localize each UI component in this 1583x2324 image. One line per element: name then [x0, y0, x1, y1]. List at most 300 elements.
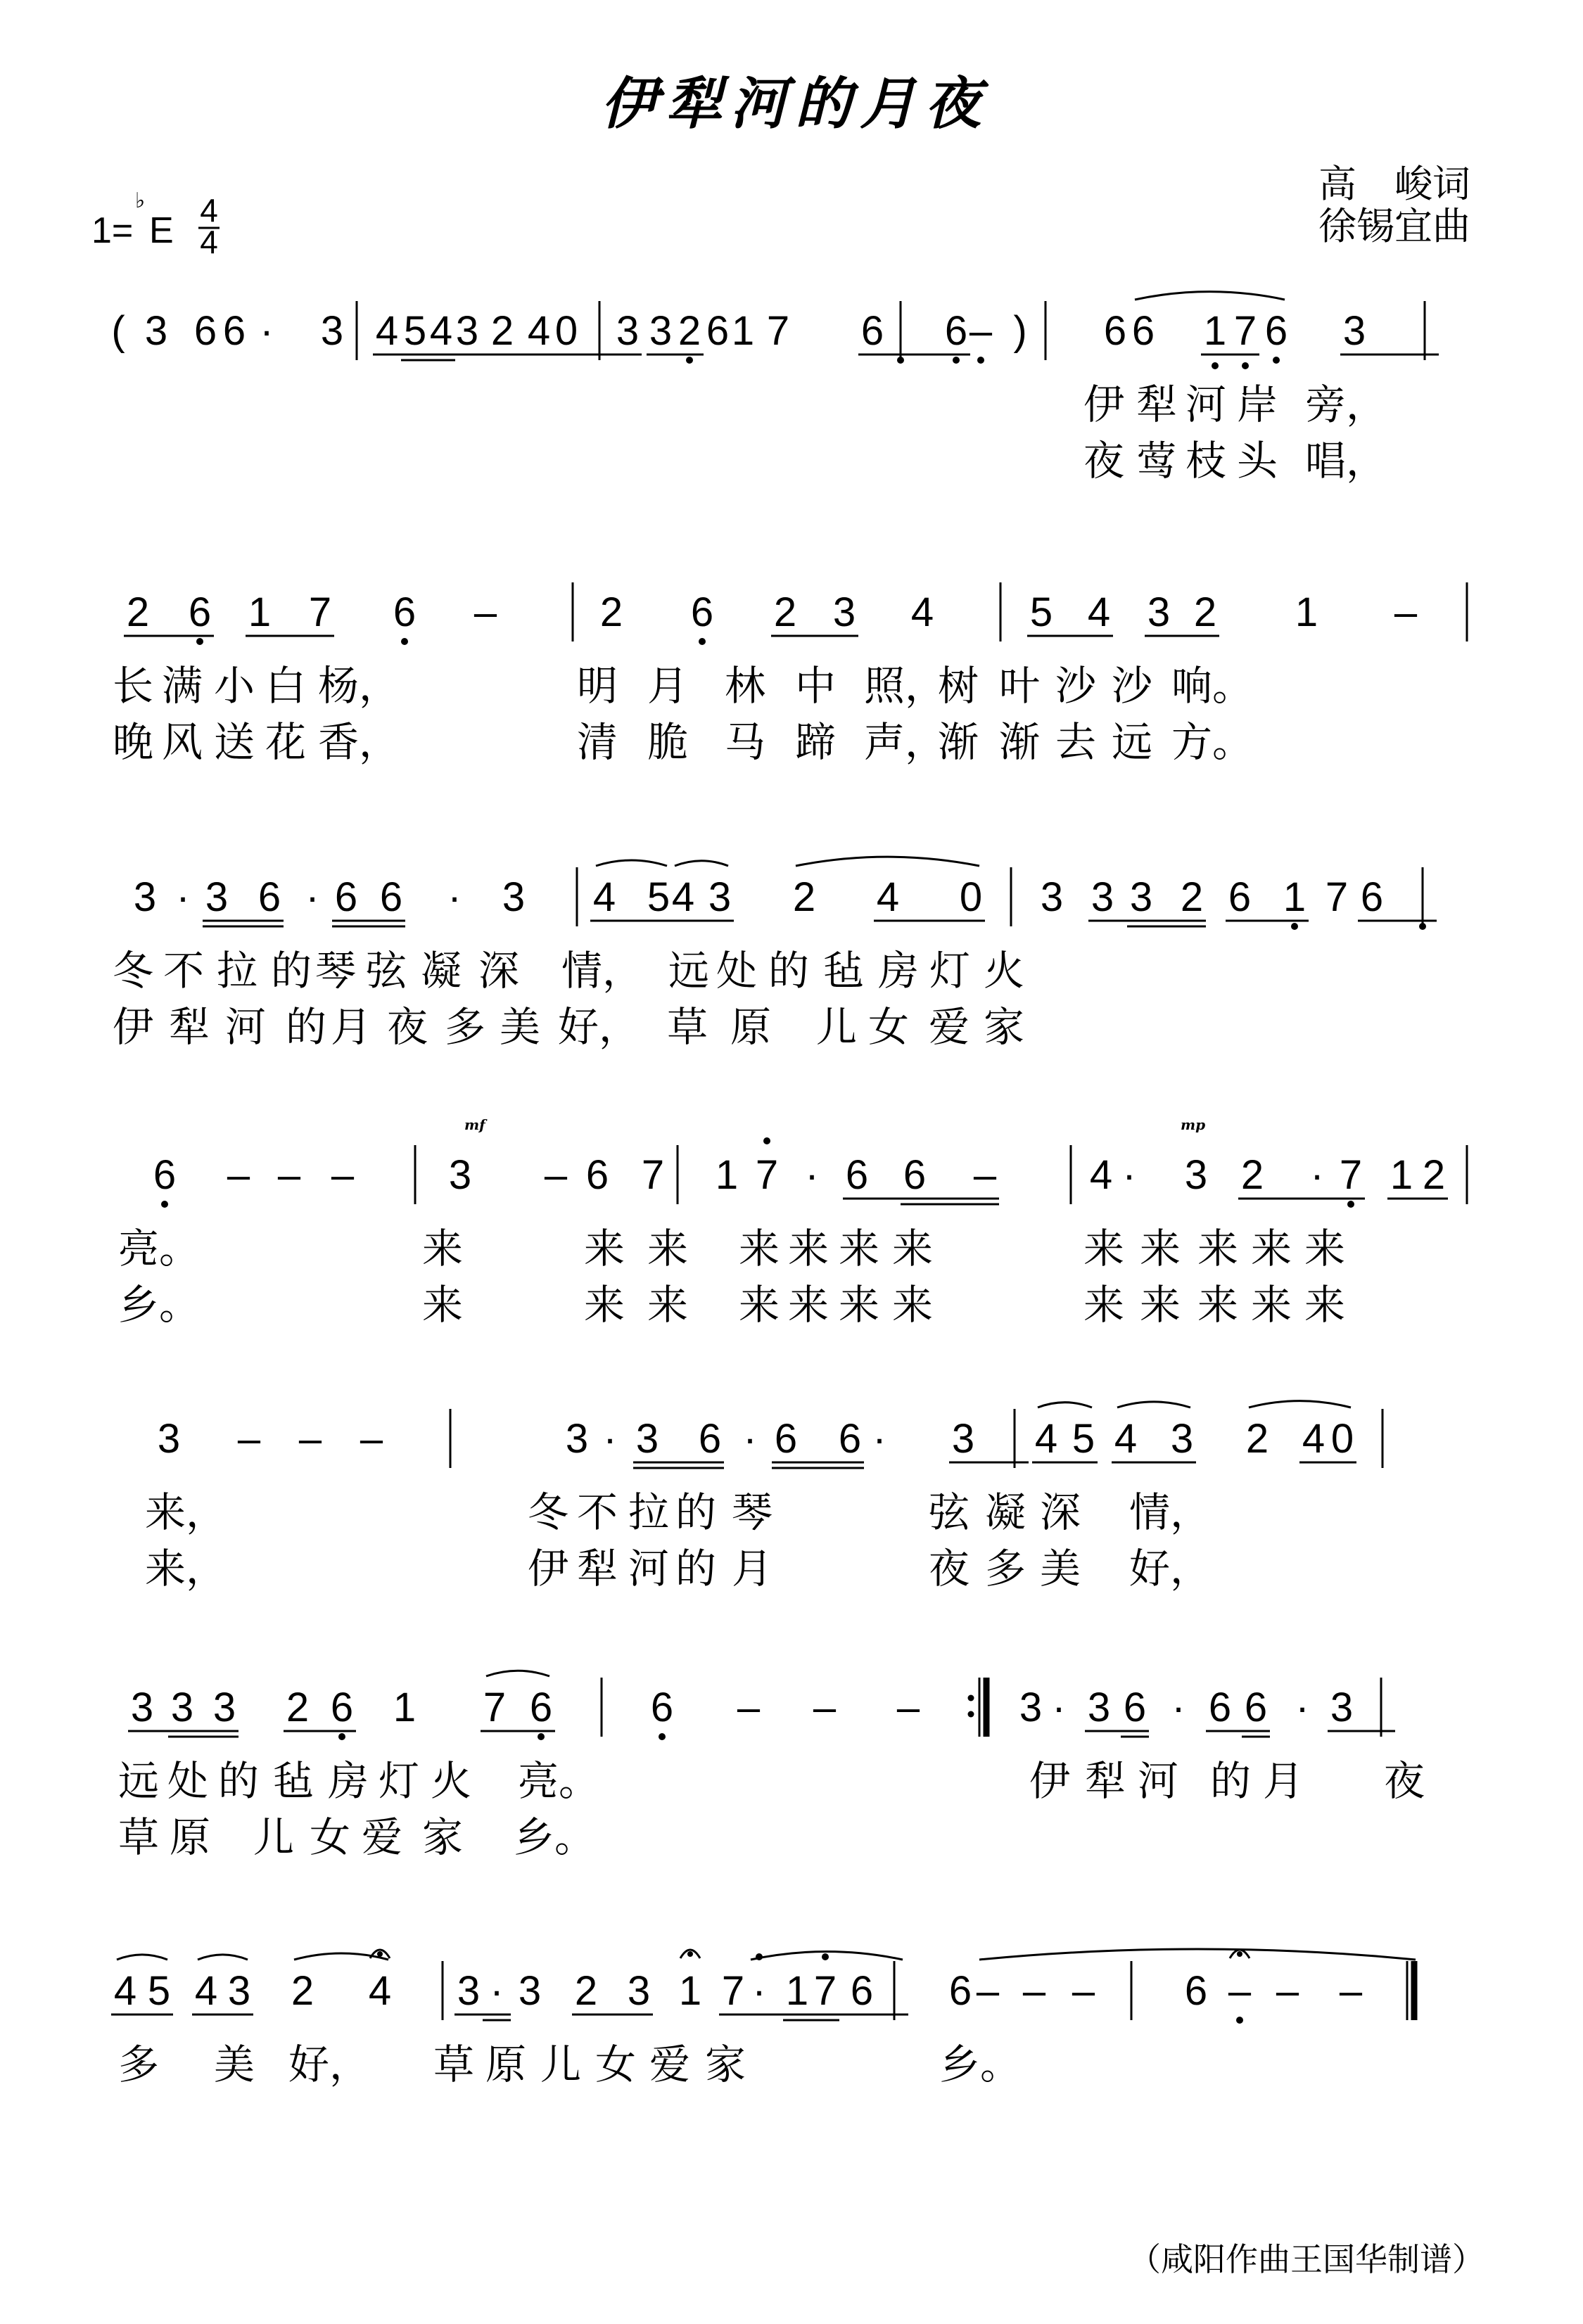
octave-dot-7: [1273, 357, 1280, 364]
lyric-syllable: 来: [422, 1281, 464, 1329]
dash-16: –: [973, 1152, 997, 1198]
note-17: 7: [813, 1968, 837, 2014]
lyric-syllable: 月: [1263, 1757, 1304, 1805]
note-33: 3: [1342, 308, 1366, 354]
lyric-syllable: 的: [675, 1545, 717, 1592]
key-signature: [91, 189, 174, 251]
lyric-syllable: 好，: [558, 1003, 640, 1051]
dynamic-mf: mf: [464, 1116, 485, 1133]
note-8: 2: [599, 589, 623, 635]
lyric-syllable: 灯: [929, 947, 971, 995]
lyric-syllable: 爱: [362, 1813, 403, 1861]
note-19: 3: [1040, 874, 1064, 920]
lyric-syllable: 原: [485, 2041, 527, 2088]
lyric-syllable: 来: [839, 1225, 880, 1272]
note-9: 5: [403, 308, 427, 354]
aug-dot-9: ·: [490, 1968, 504, 2014]
aug-dot-13: ·: [805, 1152, 819, 1198]
note-10: 4: [429, 308, 453, 354]
lyric-syllable: 儿: [253, 1813, 295, 1861]
aug-dot-5: ·: [305, 874, 319, 920]
note-6: 3: [448, 1152, 472, 1198]
note-12: 6: [838, 1416, 862, 1462]
lyric-syllable: 的: [768, 947, 810, 995]
note-6: 6: [334, 874, 358, 920]
note-24: 6: [944, 308, 968, 354]
lyric-syllable: 来: [584, 1225, 625, 1272]
lyric-syllable: 渐: [938, 718, 979, 766]
lyric-verse-1: [145, 1488, 1211, 1536]
note-5: 6: [393, 589, 417, 635]
system-4: [118, 1116, 1467, 1329]
note-9: 7: [641, 1152, 665, 1198]
octave-dot-2: [763, 1137, 770, 1144]
note-28: 6: [1103, 308, 1127, 354]
lyric-syllable: 火: [431, 1757, 472, 1805]
note-13: 4: [671, 874, 695, 920]
note-25: 6: [1184, 1968, 1208, 2014]
lyric-syllable: 来: [1083, 1281, 1125, 1329]
note-8: 3: [635, 1416, 659, 1462]
lyric-syllable: 夜: [1384, 1757, 1425, 1805]
slur-2: [1117, 1402, 1190, 1407]
note-18: 6: [1123, 1685, 1147, 1730]
lyric-syllable: 伊: [113, 1003, 154, 1051]
lyric-syllable: 犁: [1085, 1757, 1126, 1805]
note-10: 6: [650, 1685, 674, 1730]
octave-dot-3: [953, 357, 960, 364]
dash-2: –: [227, 1152, 250, 1198]
note-8: 3: [457, 1968, 481, 2014]
lyric-syllable: 河: [628, 1545, 670, 1592]
lyric-syllable: 风: [162, 718, 203, 766]
lyric-syllable: 冬: [113, 947, 154, 995]
system-5: [145, 1401, 1382, 1592]
note-21: 7: [766, 308, 790, 354]
note-14: 7: [721, 1968, 745, 2014]
octave-dot-2: [538, 1733, 545, 1740]
dash-11: –: [737, 1685, 761, 1730]
lyric-syllable: 头: [1237, 437, 1278, 485]
lyric-syllable: 马: [725, 718, 766, 766]
note-8: 6: [529, 1685, 553, 1730]
composer-credit: 徐锡宜曲: [1318, 204, 1470, 248]
lyric-syllable: 多: [445, 1003, 486, 1051]
lyric-syllable: 多: [118, 2041, 160, 2088]
lyric-syllable: 犁: [577, 1545, 618, 1592]
lyric-syllable: 香，: [318, 718, 400, 766]
note-11: 6: [774, 1416, 798, 1462]
lyric-syllable: 凝: [985, 1488, 1026, 1536]
slur-3: [796, 857, 979, 866]
note-3: 6: [193, 308, 217, 354]
note-22: 0: [1330, 1416, 1354, 1462]
octave-dot-2: [822, 1953, 829, 1960]
octave-dot-6: [1242, 362, 1249, 369]
lyric-verse-1: [118, 2041, 1021, 2088]
note-1: 3: [133, 874, 157, 920]
note-3: 3: [205, 874, 229, 920]
lyric-syllable: 叶: [999, 662, 1041, 710]
note-2: 3: [170, 1685, 194, 1730]
fermata-2: [680, 1950, 700, 1958]
dash-26: –: [1228, 1968, 1252, 2014]
lyric-syllable: 情，: [1129, 1488, 1212, 1536]
lyric-syllable: 弦: [929, 1488, 970, 1536]
lyric-syllable: 方。: [1171, 718, 1254, 766]
note-4: 6: [258, 874, 281, 920]
lyric-syllable: 火: [984, 947, 1025, 995]
lyric-syllable: 夜: [387, 1003, 428, 1051]
lyric-syllable: 月: [647, 662, 689, 710]
lyric-syllable: 蹄: [795, 718, 837, 766]
aug-dot-13: ·: [872, 1416, 886, 1462]
note-6: 3: [565, 1416, 589, 1462]
dash-27: –: [1276, 1968, 1299, 2014]
octave-dot-2: [1419, 923, 1426, 930]
note-14: 5: [1029, 589, 1053, 635]
note-20: 2: [1245, 1416, 1269, 1462]
note-20: 3: [1184, 1152, 1208, 1198]
lyric-syllable: 莺: [1136, 437, 1178, 485]
lyric-syllable: 来: [892, 1281, 934, 1329]
lyric-syllable: 岸: [1237, 381, 1278, 428]
note-18: 6: [850, 1968, 874, 2014]
lyric-syllable: 夜: [929, 1545, 970, 1592]
system-2: [113, 582, 1467, 766]
lyric-syllable: 声，: [864, 718, 946, 766]
note-5: 2: [291, 1968, 314, 2014]
lyric-syllable: 旁，: [1305, 381, 1387, 428]
note-2: 6: [188, 589, 212, 635]
lyric-syllable: 乡。: [118, 1281, 201, 1329]
lyric-verse-1: [1083, 381, 1387, 428]
lyric-syllable: 来: [647, 1225, 689, 1272]
lyric-syllable: 美: [1040, 1545, 1081, 1592]
lyric-syllable: 明: [577, 662, 618, 710]
lyric-syllable: 伊: [528, 1545, 569, 1592]
note-2: 5: [147, 1968, 171, 2014]
slur-1: [596, 860, 667, 866]
note-11: 4: [592, 874, 616, 920]
lyric-syllable: 犁: [1136, 381, 1178, 428]
dash-4: –: [360, 1416, 383, 1462]
lyric-syllable: 毡: [273, 1757, 314, 1805]
aug-dot-19: ·: [1171, 1685, 1185, 1730]
note-14: 0: [554, 308, 578, 354]
note-13: 1: [678, 1968, 702, 2014]
lyric-syllable: 女: [595, 2041, 637, 2088]
slur-1: [486, 1671, 549, 1676]
dash-3: –: [277, 1152, 301, 1198]
lyric-syllable: 来: [1083, 1225, 1125, 1272]
lyric-syllable: 的: [675, 1488, 717, 1536]
note-1: 2: [126, 589, 150, 635]
lyric-syllable: 长: [113, 662, 154, 710]
lyric-syllable: 好，: [288, 2041, 371, 2088]
lyric-syllable: 处: [167, 1757, 209, 1805]
note-18: 4: [1114, 1416, 1138, 1462]
note-21: 6: [1244, 1685, 1268, 1730]
note-24: 1: [1283, 874, 1307, 920]
lyric-syllable: 毡: [823, 947, 865, 995]
lyric-syllable: 来: [739, 1225, 780, 1272]
lyric-syllable: 枝: [1185, 437, 1227, 485]
note-22: 6: [860, 308, 884, 354]
lyric-syllable: 白: [265, 662, 307, 710]
aug-dot-16: ·: [1052, 1685, 1066, 1730]
lyric-syllable: 河: [225, 1003, 267, 1051]
lyric-syllable: 深: [478, 947, 520, 995]
note-12: 7: [755, 1152, 779, 1198]
aug-dot-22: ·: [1310, 1152, 1324, 1198]
lyric-syllable: 来: [1197, 1225, 1239, 1272]
note-19: 6: [706, 308, 730, 354]
note-10: 3: [518, 1968, 542, 2014]
lyric-verse-1: [113, 662, 1253, 710]
note-6: 1: [393, 1685, 417, 1730]
lyric-syllable: 的: [218, 1757, 260, 1805]
lyric-syllable: 树: [938, 662, 979, 710]
lyric-syllable: 拉: [628, 1488, 670, 1536]
lyric-verse-2: [113, 718, 1253, 766]
lyric-syllable: 凝: [421, 947, 462, 995]
lyric-syllable: 灯: [379, 1757, 420, 1805]
note-2: 3: [144, 308, 168, 354]
note-3: 3: [212, 1685, 236, 1730]
note-25: 2: [1422, 1152, 1446, 1198]
lyric-verse-2: [1083, 437, 1387, 485]
lyric-verse-2: [145, 1545, 1211, 1592]
lyric-syllable: 草: [667, 1003, 708, 1051]
lyric-syllable: 唱，: [1305, 437, 1387, 485]
note-17: 5: [1072, 1416, 1095, 1462]
aug-dot-22: ·: [1295, 1685, 1309, 1730]
lyric-syllable: 亮。: [518, 1757, 600, 1805]
lyric-syllable: 远: [668, 947, 710, 995]
lyric-syllable: 林: [725, 662, 766, 710]
dash-21: –: [976, 1968, 1000, 2014]
dash-4: –: [331, 1152, 355, 1198]
lyric-syllable: 乡。: [939, 2041, 1022, 2088]
note-1: 6: [153, 1152, 177, 1198]
aug-dot-2: ·: [176, 874, 190, 920]
note-9: 6: [698, 1416, 722, 1462]
lyric-syllable: 月: [331, 1003, 372, 1051]
note-26: 6: [1360, 874, 1384, 920]
lyric-syllable: 弦: [366, 947, 407, 995]
note-9: 3: [502, 874, 526, 920]
lyric-syllable: 中: [795, 662, 837, 710]
lyric-syllable: 的: [1210, 1757, 1252, 1805]
note-4: 6: [222, 308, 246, 354]
note-16: 4: [1034, 1416, 1058, 1462]
note-14: 3: [708, 874, 732, 920]
lyric-syllable: 的: [271, 947, 312, 995]
lyric-syllable: 原: [730, 1003, 772, 1051]
octave-dot-3: [1347, 1201, 1354, 1208]
dash-12: –: [813, 1685, 837, 1730]
slur-1: [1135, 292, 1285, 300]
time-denominator: 4: [200, 224, 218, 260]
lyric-syllable: 来: [422, 1225, 464, 1272]
note-29: 6: [1131, 308, 1155, 354]
lyric-syllable: 夜: [1083, 437, 1125, 485]
time-numerator: 4: [200, 192, 218, 229]
aug-dot-19: ·: [1122, 1152, 1136, 1198]
aug-dot-8: ·: [447, 874, 462, 920]
lyric-syllable: 儿: [816, 1003, 858, 1051]
octave-dot-3: [699, 638, 706, 645]
note-30: 1: [1203, 308, 1227, 354]
lyric-syllable: 儿: [540, 2041, 582, 2088]
note-21: 2: [1240, 1152, 1264, 1198]
lyric-syllable: 沙: [1055, 662, 1097, 710]
note-12: 2: [490, 308, 514, 354]
lyric-syllable: 来: [892, 1225, 934, 1272]
note-3: 1: [248, 589, 272, 635]
lyric-syllable: 多: [985, 1545, 1026, 1592]
note-16: 1: [785, 1968, 809, 2014]
lyric-syllable: 草: [118, 1813, 160, 1861]
note-23: 6: [1228, 874, 1252, 920]
octave-dot-2: [897, 357, 904, 364]
flat-sign: ♭: [135, 189, 146, 212]
lyric-syllable: 琴: [315, 947, 357, 995]
dynamic-mp: mp: [1181, 1116, 1206, 1133]
lyric-syllable: 爱: [929, 1003, 970, 1051]
lyric-syllable: 来，: [145, 1488, 227, 1536]
slur-1: [117, 1955, 167, 1960]
lyric-syllable: 爱: [649, 2041, 691, 2088]
note-11: 3: [455, 308, 479, 354]
lyric-syllable: 原: [170, 1813, 211, 1861]
lyric-syllable: 月: [732, 1545, 773, 1592]
note-7: 6: [379, 874, 403, 920]
note-20: 6: [948, 1968, 972, 2014]
note-25: 7: [1325, 874, 1349, 920]
note-24: 1: [1390, 1152, 1413, 1198]
slur-1: [1038, 1403, 1092, 1407]
note-15: 3: [1019, 1685, 1043, 1730]
octave-dot-1: [196, 638, 203, 645]
lyric-verse-2: [118, 1813, 595, 1861]
note-10: 2: [773, 589, 797, 635]
key-prefix: 1=: [91, 210, 134, 251]
octave-dot-3: [1236, 2017, 1243, 2024]
lyric-verse-2: [118, 1281, 1345, 1329]
system-7: [111, 1949, 1416, 2088]
octave-dot-3: [659, 1733, 666, 1740]
time-signature: [198, 192, 220, 260]
lyric-verse-2: [113, 1003, 1024, 1051]
dash-13: –: [896, 1685, 920, 1730]
lyric-syllable: 家: [984, 1003, 1025, 1051]
note-13: 4: [527, 308, 551, 354]
note-4: 7: [308, 589, 332, 635]
note-18: 2: [678, 308, 701, 354]
lyric-syllable: 处: [716, 947, 758, 995]
lyric-syllable: 远: [118, 1757, 160, 1805]
note-17: 3: [649, 308, 673, 354]
note-1: 3: [157, 1416, 181, 1462]
repeat-barline: [968, 1678, 987, 1737]
lyric-syllable: 来: [647, 1281, 689, 1329]
dash-28: –: [1339, 1968, 1363, 2014]
note-14: 6: [845, 1152, 869, 1198]
lyric-syllable: 送: [214, 718, 255, 766]
note-12: 4: [910, 589, 934, 635]
note-7: 7: [483, 1685, 507, 1730]
note-4: 2: [286, 1685, 310, 1730]
dash-23: –: [1072, 1968, 1095, 2014]
lyric-syllable: 来: [1140, 1225, 1181, 1272]
system-1: [111, 292, 1439, 485]
lyric-syllable: 响。: [1171, 662, 1254, 710]
lyric-verse-1: [113, 947, 1024, 995]
note-4: 3: [227, 1968, 251, 2014]
note-18: 4: [1089, 1152, 1113, 1198]
slur-3: [1249, 1401, 1351, 1407]
note-20: 6: [1208, 1685, 1232, 1730]
lyric-syllable: 来: [839, 1281, 880, 1329]
note-16: 4: [876, 874, 900, 920]
lyric-syllable: 来: [1197, 1281, 1239, 1329]
note-11: 1: [715, 1152, 739, 1198]
lyric-verse-1: [118, 1225, 1345, 1272]
lyric-syllable: 晚: [113, 718, 154, 766]
lyric-syllable: 满: [162, 662, 203, 710]
lyric-syllable: 美: [214, 2041, 255, 2088]
lyric-syllable: 河: [1185, 381, 1227, 428]
dash-25: –: [969, 308, 993, 354]
lyric-syllable: 不: [577, 1488, 618, 1536]
lyric-syllable: 清: [577, 718, 618, 766]
lyric-syllable: 房: [878, 947, 920, 995]
note-8: 4: [375, 308, 399, 354]
fermata-3: [1230, 1950, 1250, 1958]
lyric-syllable: 来: [788, 1281, 829, 1329]
note-22: 2: [1180, 874, 1204, 920]
paren-1: (: [111, 308, 125, 354]
note-11: 3: [832, 589, 856, 635]
note-20: 1: [731, 308, 755, 354]
slur-3: [294, 1953, 388, 1960]
final-barline: [1407, 1961, 1414, 2020]
lyric-syllable: 沙: [1112, 662, 1153, 710]
lyric-syllable: 深: [1040, 1488, 1081, 1536]
lyric-syllable: 杨，: [318, 662, 400, 710]
note-23: 7: [1339, 1152, 1363, 1198]
lyric-syllable: 来: [1140, 1281, 1181, 1329]
lyric-syllable: 情，: [561, 947, 644, 995]
lyric-syllable: 渐: [999, 718, 1041, 766]
note-16: 3: [616, 308, 640, 354]
note-1: 4: [113, 1968, 137, 2014]
lyric-syllable: 伊: [1083, 381, 1125, 428]
lyric-syllable: 去: [1055, 718, 1097, 766]
dash-22: –: [1022, 1968, 1046, 2014]
key-note: E: [149, 210, 174, 251]
footer-credit: （咸阳作曲王国华制谱）: [1129, 2240, 1485, 2278]
lyric-syllable: 美: [500, 1003, 541, 1051]
note-16: 3: [1147, 589, 1171, 635]
lyric-syllable: 女: [868, 1003, 910, 1051]
note-18: 1: [1295, 589, 1318, 635]
note-17: 2: [1193, 589, 1217, 635]
note-21: 4: [1302, 1416, 1325, 1462]
note-17: 0: [959, 874, 983, 920]
